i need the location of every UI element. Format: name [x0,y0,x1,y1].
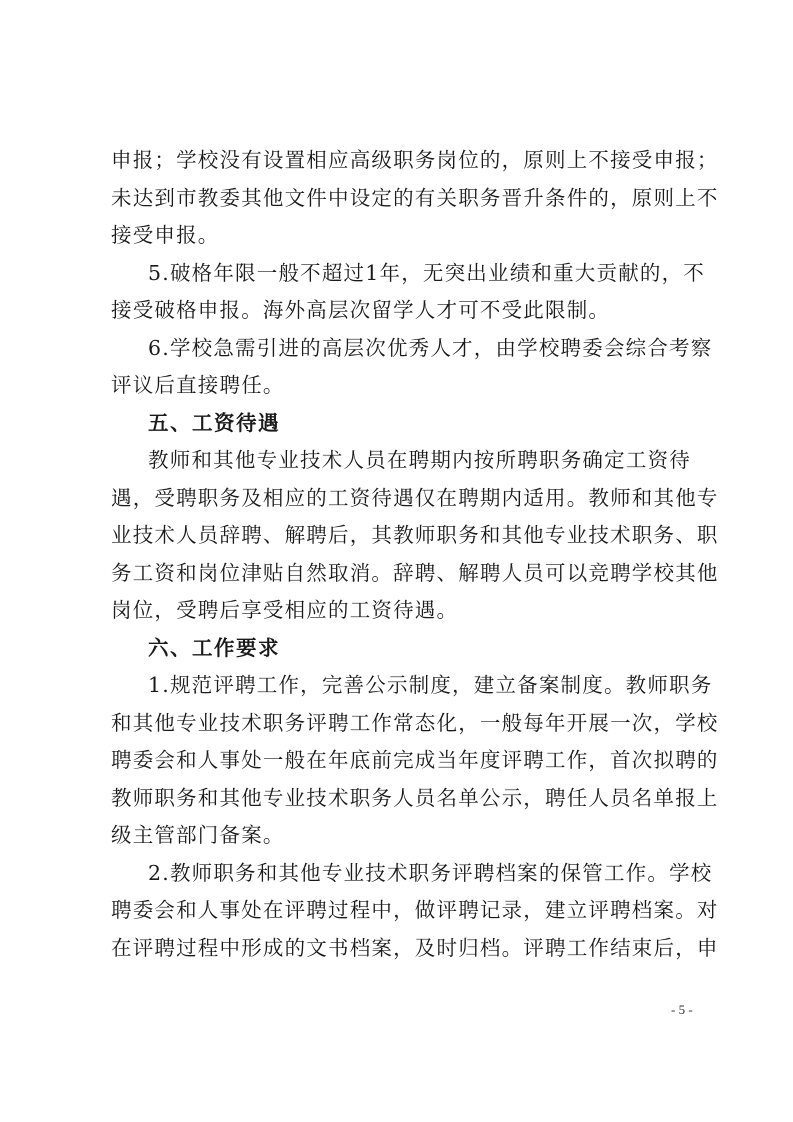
paragraph-line: 1.规范评聘工作，完善公示制度，建立备案制度。教师职务 [148,673,713,697]
paragraph-line: 遇，受聘职务及相应的工资待遇仅在聘期内适用。教师和其他专 [111,485,719,510]
document-body [111,142,719,967]
paragraph-line: 和其他专业技术职务评聘工作常态化，一般每年开展一次，学校 [111,710,719,735]
paragraph-line: 业技术人员辞聘、解聘后，其教师职务和其他专业技术职务、职 [111,523,719,547]
paragraph-line: 级主管部门备案。 [111,823,285,847]
paragraph-line: 岗位，受聘后享受相应的工资待遇。 [111,598,459,622]
paragraph-line: 务工资和岗位津贴自然取消。辞聘、解聘人员可以竞聘学校其他 [111,560,719,585]
paragraph-line: 在评聘过程中形成的文书档案，及时归档。评聘工作结束后，申 [111,935,719,960]
section-heading-requirements: 六、工作要求 [148,635,280,660]
paragraph-line: 聘委会和人事处一般在年底前完成当年度评聘工作，首次拟聘的 [111,748,719,772]
paragraph-line: 申报；学校没有设置相应高级职务岗位的，原则上不接受申报； [111,148,719,172]
paragraph-line: 2.教师职务和其他专业技术职务评聘档案的保管工作。学校 [148,860,713,885]
paragraph-line: 未达到市教委其他文件中设定的有关职务晋升条件的，原则上不 [111,185,719,210]
paragraph-line: 接受破格申报。海外高层次留学人才可不受此限制。 [111,298,611,322]
page-number: - 5 - [671,1002,693,1017]
paragraph-line: 聘委会和人事处在评聘过程中，做评聘记录，建立评聘档案。对 [111,898,719,922]
section-heading-salary: 五、工资待遇 [148,410,280,435]
paragraph-line: 教师职务和其他专业技术职务人员名单公示，聘任人员名单报上 [111,785,719,810]
paragraph-line: 6.学校急需引进的高层次优秀人才，由学校聘委会综合考察 [148,335,713,360]
paragraph-line: 评议后直接聘任。 [111,373,285,397]
paragraph-line: 教师和其他专业技术人员在聘期内按所聘职务确定工资待 [148,448,691,472]
paragraph-line: 接受申报。 [111,223,220,247]
paragraph-line: 5.破格年限一般不超过1年，无突出业绩和重大贡献的，不 [148,260,706,285]
